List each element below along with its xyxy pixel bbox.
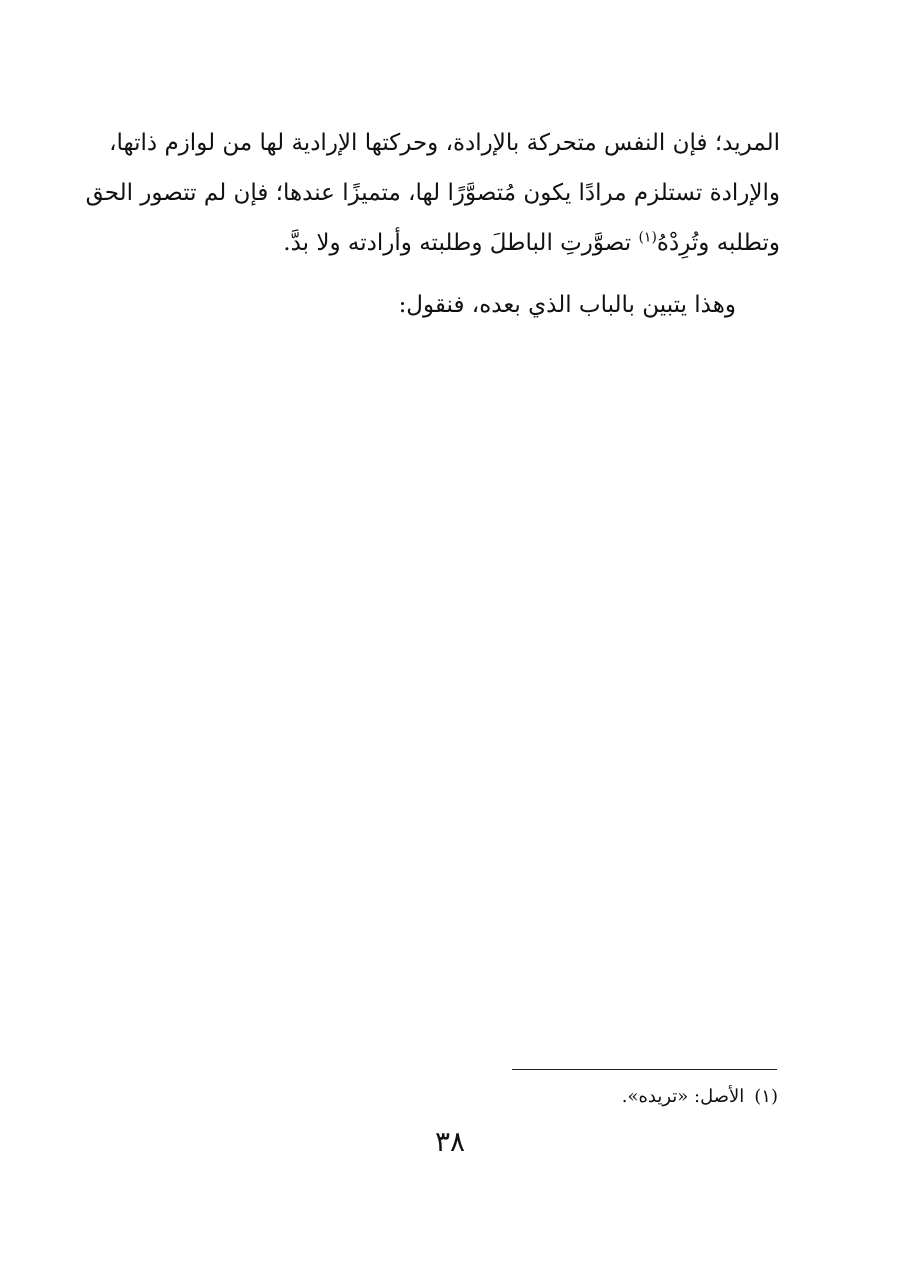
footnote-divider	[512, 1069, 777, 1070]
text-line-3	[118, 218, 780, 268]
text-line-3-start: وتطلبه وتُرِدْهُ	[656, 230, 780, 256]
text-line-3-end: تصوَّرتِ الباطلَ وطلبته وأرادته ولا بدَّ.	[283, 230, 639, 256]
footnote-number: (١)	[754, 1086, 778, 1107]
footnote-reference[interactable]: (١)	[638, 229, 657, 246]
footnote	[300, 1080, 778, 1114]
page-number: ٣٨	[434, 1125, 466, 1158]
footnote-text: الأصل: «تريده».	[621, 1086, 745, 1107]
paragraph-1	[85, 118, 780, 268]
paragraph-2: وهذا يتبين بالباب الذي بعده، فنقول:	[398, 292, 736, 318]
text-line-1: المريد؛ فإن النفس متحركة بالإرادة، وحركتها الإرادية لها من لوازم ذاتها،	[109, 130, 780, 156]
text-line-2: والإرادة تستلزم مرادًا يكون مُتصوَّرًا لها، متميزًا عندها؛ فإن لم تتصور الحق	[85, 180, 780, 206]
